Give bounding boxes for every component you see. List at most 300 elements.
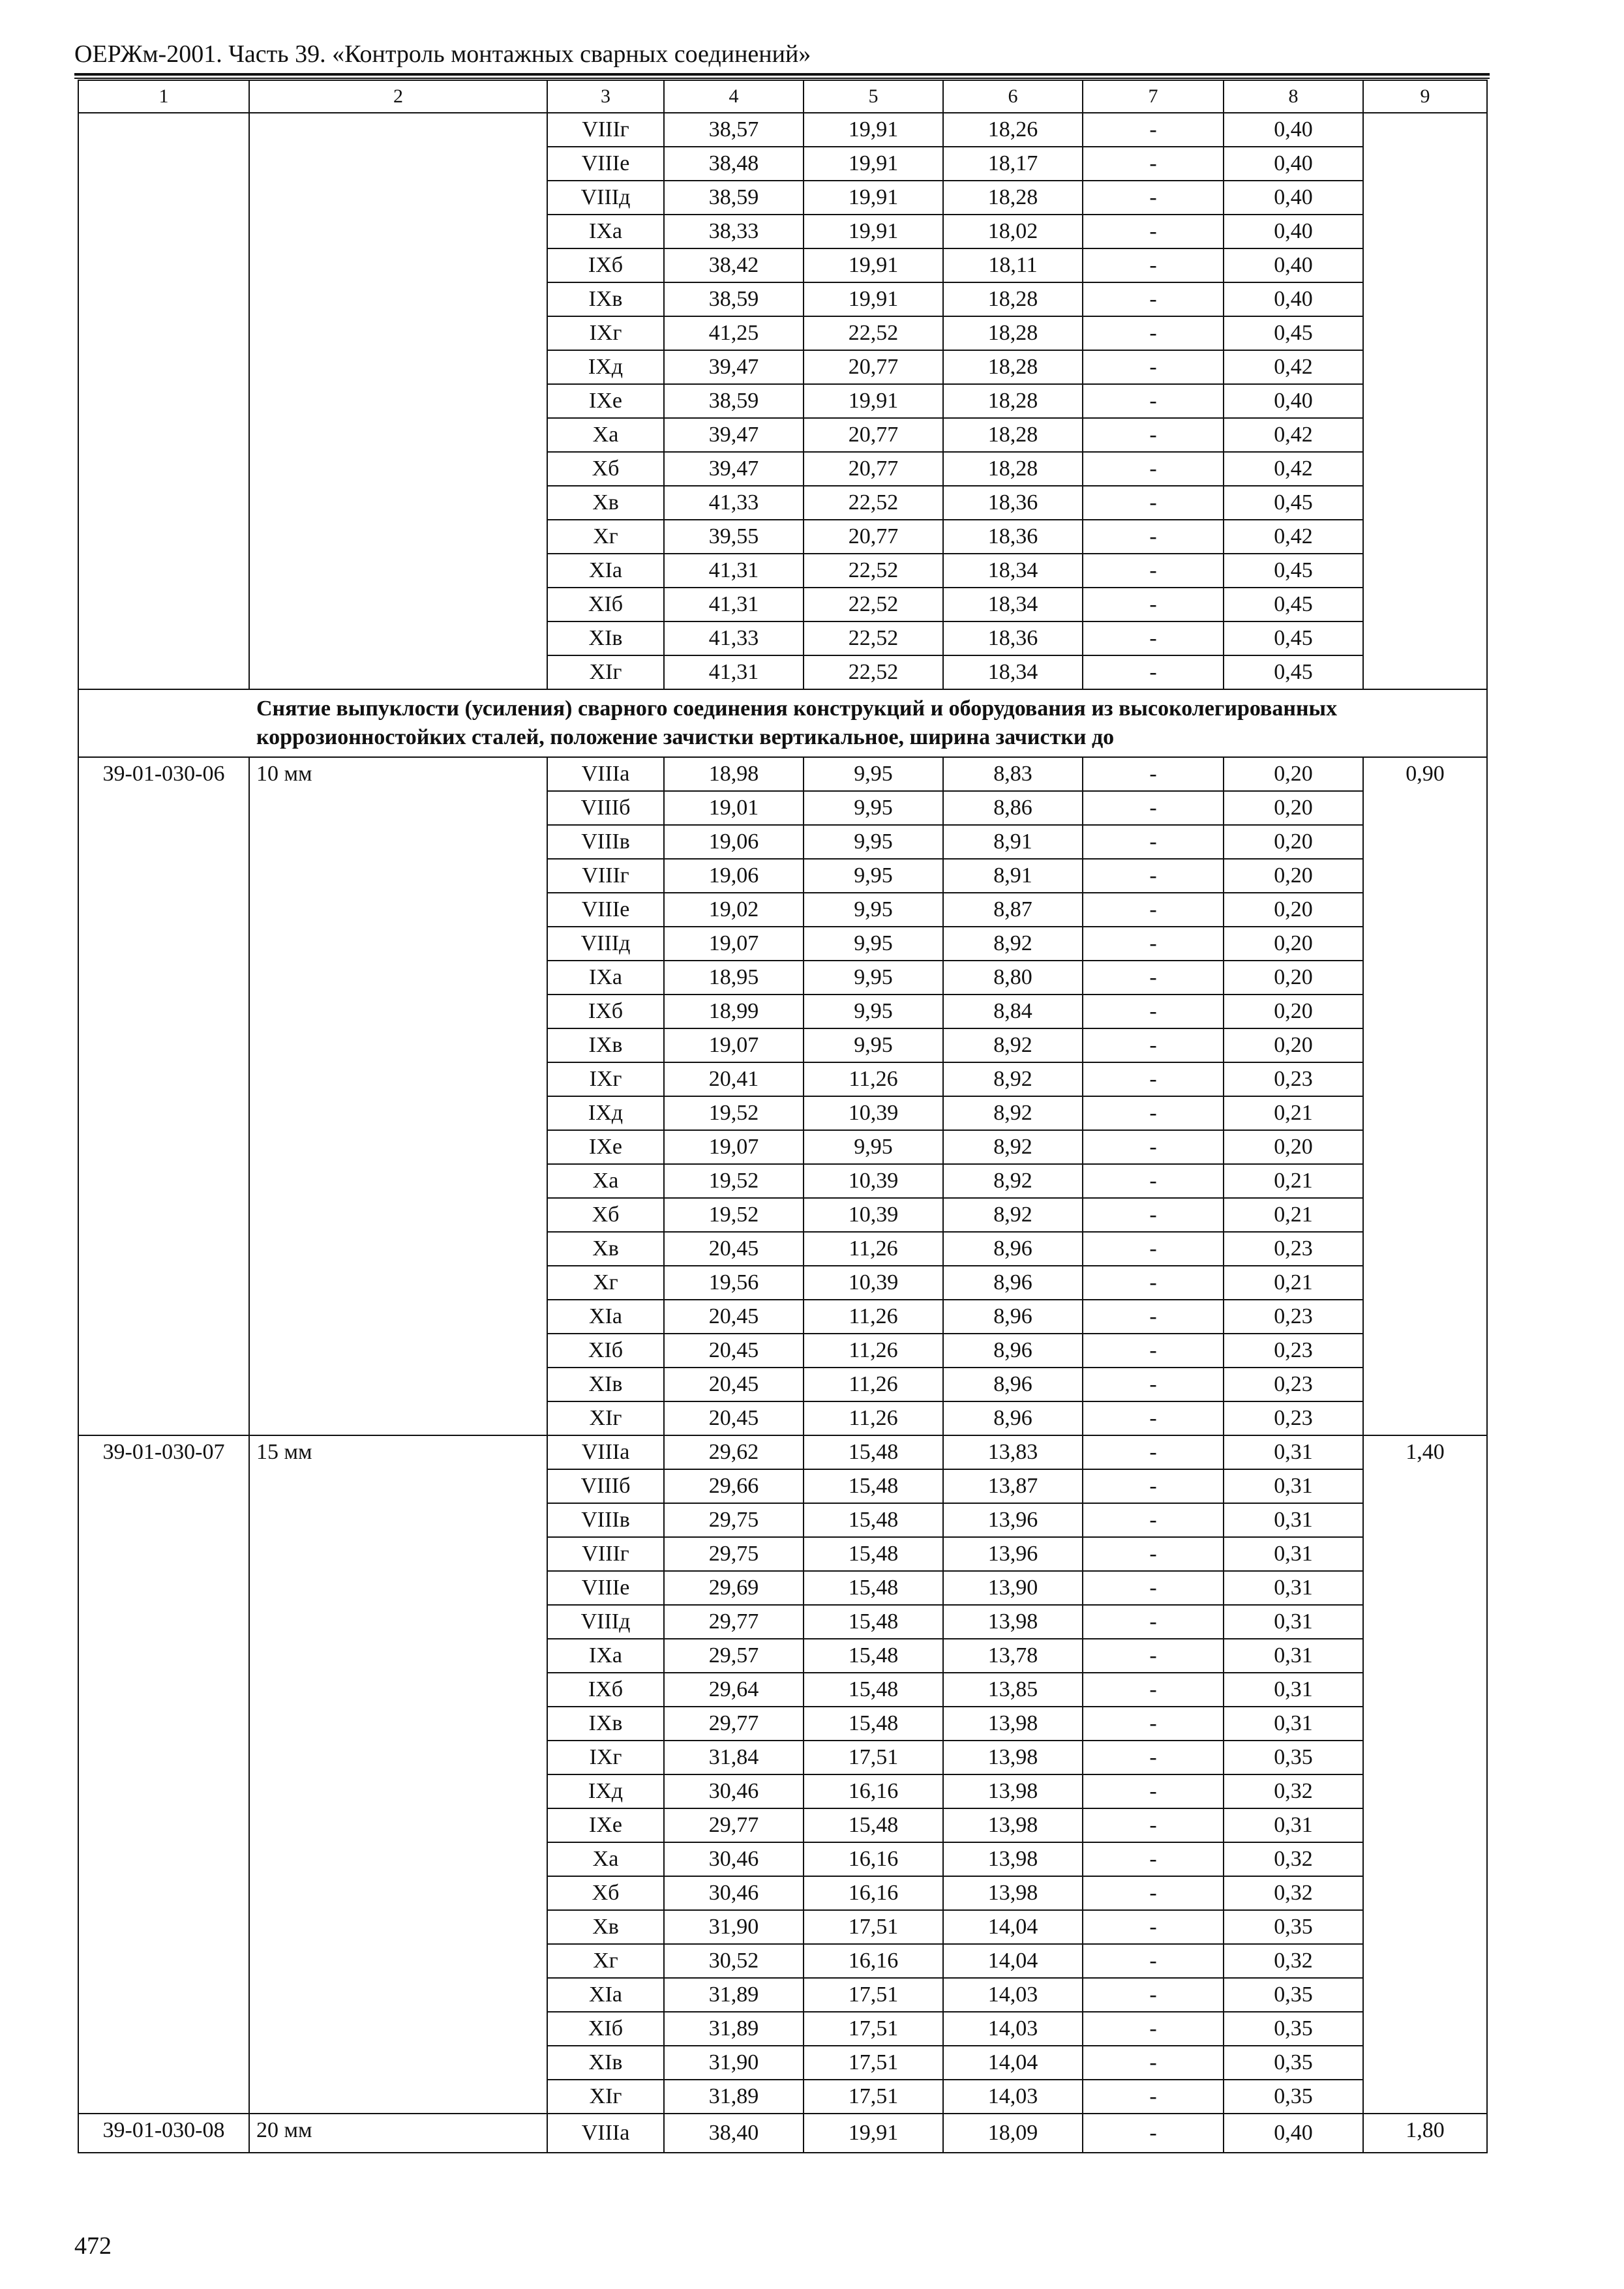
cell-col5: 9,95 — [804, 961, 943, 995]
cell-col7: - — [1083, 1876, 1224, 1910]
cell-col4: 39,47 — [664, 418, 804, 452]
cell-col8: 0,45 — [1224, 554, 1363, 588]
cell-resource-class: XIг — [547, 1401, 664, 1435]
table-row — [78, 2114, 1487, 2153]
cell-resource-class: VIIIд — [547, 1605, 664, 1639]
cell-resource-class: IXб — [547, 1673, 664, 1707]
cell-col5: 19,91 — [804, 248, 943, 282]
cell-col5: 20,77 — [804, 520, 943, 554]
cell-col8: 0,40 — [1224, 282, 1363, 316]
cell-resource-class: VIIIг — [547, 113, 664, 147]
cell-col5: 20,77 — [804, 418, 943, 452]
cell-col8: 0,31 — [1224, 1571, 1363, 1605]
cell-col5: 11,26 — [804, 1300, 943, 1334]
cell-col7: - — [1083, 520, 1224, 554]
cell-col4: 38,57 — [664, 113, 804, 147]
cell-col5: 15,48 — [804, 1503, 943, 1537]
cell-col5: 10,39 — [804, 1266, 943, 1300]
cell-resource-class: XIа — [547, 1300, 664, 1334]
cell-resource-class: IXд — [547, 1096, 664, 1130]
rate-col9: 0,90 — [1363, 757, 1487, 1435]
cell-resource-class: VIIIд — [547, 927, 664, 961]
header-rule-thin — [74, 78, 1490, 79]
cell-resource-class: Xб — [547, 1876, 664, 1910]
cell-col7: - — [1083, 1334, 1224, 1368]
cell-col6: 8,92 — [943, 1164, 1083, 1198]
cell-col7: - — [1083, 181, 1224, 215]
cell-col4: 31,89 — [664, 1978, 804, 2012]
cell-col4: 38,59 — [664, 181, 804, 215]
cell-resource-class: VIIIв — [547, 825, 664, 859]
cell-col6: 18,28 — [943, 350, 1083, 384]
cell-col7: - — [1083, 961, 1224, 995]
cell-col5: 15,48 — [804, 1673, 943, 1707]
cell-col5: 16,16 — [804, 1774, 943, 1808]
cell-col4: 38,33 — [664, 215, 804, 248]
cell-col5: 19,91 — [804, 181, 943, 215]
cell-col7: - — [1083, 1978, 1224, 2012]
cell-col8: 0,31 — [1224, 1435, 1363, 1469]
cell-col8: 0,23 — [1224, 1232, 1363, 1266]
cell-col6: 8,91 — [943, 859, 1083, 893]
cell-col7: - — [1083, 1571, 1224, 1605]
cell-col6: 8,92 — [943, 1130, 1083, 1164]
cell-col8: 0,20 — [1224, 757, 1363, 791]
cell-col7: - — [1083, 418, 1224, 452]
cell-resource-class: VIIIа — [547, 2114, 664, 2153]
cell-col4: 41,25 — [664, 316, 804, 350]
cell-col6: 14,03 — [943, 1978, 1083, 2012]
cell-resource-class: XIб — [547, 1334, 664, 1368]
cell-col6: 14,03 — [943, 2012, 1083, 2046]
cell-col8: 0,32 — [1224, 1944, 1363, 1978]
cell-col6: 18,36 — [943, 621, 1083, 655]
rate-name: 20 мм — [249, 2114, 547, 2153]
cell-col7: - — [1083, 2012, 1224, 2046]
cell-col7: - — [1083, 1096, 1224, 1130]
cell-resource-class: XIв — [547, 2046, 664, 2080]
cell-col4: 19,07 — [664, 1028, 804, 1062]
column-header: 5 — [804, 80, 943, 113]
cell-col5: 10,39 — [804, 1198, 943, 1232]
cell-col7: - — [1083, 588, 1224, 621]
cell-col4: 20,45 — [664, 1232, 804, 1266]
cell-resource-class: IXе — [547, 384, 664, 418]
cell-col4: 31,89 — [664, 2012, 804, 2046]
cell-resource-class: Xв — [547, 1910, 664, 1944]
cell-col7: - — [1083, 248, 1224, 282]
cell-col4: 41,33 — [664, 621, 804, 655]
table-body — [78, 80, 1487, 2153]
cell-resource-class: XIг — [547, 655, 664, 689]
cell-col5: 22,52 — [804, 588, 943, 621]
cell-col5: 20,77 — [804, 350, 943, 384]
cell-col5: 22,52 — [804, 554, 943, 588]
cell-resource-class: Xв — [547, 486, 664, 520]
rate-col9: 1,40 — [1363, 1435, 1487, 2114]
cell-col8: 0,20 — [1224, 859, 1363, 893]
cell-col7: - — [1083, 1774, 1224, 1808]
cell-col5: 11,26 — [804, 1232, 943, 1266]
cell-col8: 0,40 — [1224, 248, 1363, 282]
cell-col8: 0,31 — [1224, 1808, 1363, 1842]
cell-col4: 38,42 — [664, 248, 804, 282]
cell-col5: 9,95 — [804, 1130, 943, 1164]
cell-col4: 38,59 — [664, 282, 804, 316]
cell-col7: - — [1083, 1130, 1224, 1164]
cell-col5: 16,16 — [804, 1944, 943, 1978]
cell-col7: - — [1083, 995, 1224, 1028]
cell-col7: - — [1083, 554, 1224, 588]
cell-col4: 31,90 — [664, 2046, 804, 2080]
cell-col7: - — [1083, 621, 1224, 655]
cell-col5: 22,52 — [804, 655, 943, 689]
cell-col6: 18,34 — [943, 554, 1083, 588]
cell-resource-class: IXб — [547, 995, 664, 1028]
cell-col5: 9,95 — [804, 995, 943, 1028]
cell-col6: 8,96 — [943, 1300, 1083, 1334]
cell-col7: - — [1083, 893, 1224, 927]
cell-col4: 39,47 — [664, 350, 804, 384]
cell-col8: 0,35 — [1224, 2046, 1363, 2080]
cell-col4: 20,45 — [664, 1334, 804, 1368]
cell-col8: 0,40 — [1224, 384, 1363, 418]
cell-col8: 0,20 — [1224, 893, 1363, 927]
cell-resource-class: VIIIе — [547, 1571, 664, 1605]
cell-col8: 0,20 — [1224, 825, 1363, 859]
cell-col7: - — [1083, 927, 1224, 961]
cell-col7: - — [1083, 1164, 1224, 1198]
rates-table — [78, 80, 1488, 2153]
cell-col4: 19,52 — [664, 1164, 804, 1198]
cell-col4: 41,31 — [664, 554, 804, 588]
cell-col7: - — [1083, 1537, 1224, 1571]
cell-col4: 18,99 — [664, 995, 804, 1028]
cell-col4: 19,56 — [664, 1266, 804, 1300]
cell-col7: - — [1083, 1028, 1224, 1062]
cell-col7: - — [1083, 1503, 1224, 1537]
cell-col6: 13,98 — [943, 1741, 1083, 1774]
cell-col6: 18,26 — [943, 113, 1083, 147]
cell-resource-class: IXв — [547, 1707, 664, 1741]
cell-col7: - — [1083, 791, 1224, 825]
cell-resource-class: IXг — [547, 316, 664, 350]
column-header: 6 — [943, 80, 1083, 113]
cell-col6: 18,28 — [943, 384, 1083, 418]
cell-col6: 18,28 — [943, 418, 1083, 452]
cell-col7: - — [1083, 452, 1224, 486]
cell-col6: 8,87 — [943, 893, 1083, 927]
cell-resource-class: Xа — [547, 1842, 664, 1876]
table-header-row — [78, 80, 1487, 113]
cell-resource-class: XIб — [547, 2012, 664, 2046]
cell-col8: 0,32 — [1224, 1774, 1363, 1808]
cell-col5: 9,95 — [804, 757, 943, 791]
cell-col4: 31,90 — [664, 1910, 804, 1944]
cell-col8: 0,35 — [1224, 1741, 1363, 1774]
cell-col7: - — [1083, 1198, 1224, 1232]
cell-resource-class: IXа — [547, 215, 664, 248]
cell-col5: 15,48 — [804, 1639, 943, 1673]
cell-col6: 13,98 — [943, 1605, 1083, 1639]
column-header: 4 — [664, 80, 804, 113]
cell-col6: 8,92 — [943, 1028, 1083, 1062]
table-row — [78, 113, 1487, 147]
cell-col6: 18,28 — [943, 181, 1083, 215]
rate-name: 15 мм — [249, 1435, 547, 2114]
cell-col6: 13,98 — [943, 1808, 1083, 1842]
cell-col5: 11,26 — [804, 1401, 943, 1435]
cell-resource-class: IXд — [547, 350, 664, 384]
cell-resource-class: VIIIе — [547, 147, 664, 181]
cell-resource-class: XIг — [547, 2080, 664, 2114]
cell-resource-class: IXв — [547, 282, 664, 316]
header-rule — [74, 73, 1490, 76]
cell-col8: 0,20 — [1224, 927, 1363, 961]
cell-col4: 20,45 — [664, 1368, 804, 1401]
cell-resource-class: IXд — [547, 1774, 664, 1808]
cell-col8: 0,31 — [1224, 1537, 1363, 1571]
cell-col8: 0,21 — [1224, 1198, 1363, 1232]
cell-col5: 15,48 — [804, 1537, 943, 1571]
cell-col5: 15,48 — [804, 1469, 943, 1503]
cell-col6: 8,86 — [943, 791, 1083, 825]
cell-col4: 18,98 — [664, 757, 804, 791]
cell-col4: 39,55 — [664, 520, 804, 554]
cell-col4: 41,31 — [664, 655, 804, 689]
cell-resource-class: IXа — [547, 961, 664, 995]
cell-col7: - — [1083, 1741, 1224, 1774]
cell-col4: 29,66 — [664, 1469, 804, 1503]
cell-col8: 0,31 — [1224, 1469, 1363, 1503]
cell-resource-class: IXа — [547, 1639, 664, 1673]
cell-col7: - — [1083, 1944, 1224, 1978]
cell-col6: 18,36 — [943, 520, 1083, 554]
cell-col6: 18,17 — [943, 147, 1083, 181]
cell-col6: 8,80 — [943, 961, 1083, 995]
cell-resource-class: XIв — [547, 1368, 664, 1401]
cell-col4: 30,46 — [664, 1876, 804, 1910]
cell-col5: 16,16 — [804, 1842, 943, 1876]
cell-resource-class: VIIIа — [547, 1435, 664, 1469]
rate-code: 39-01-030-06 — [78, 757, 249, 1435]
cell-col8: 0,40 — [1224, 2114, 1363, 2153]
cell-col4: 19,06 — [664, 859, 804, 893]
column-header: 9 — [1363, 80, 1487, 113]
cell-col8: 0,20 — [1224, 1130, 1363, 1164]
cell-col6: 8,92 — [943, 927, 1083, 961]
rate-col9: 1,80 — [1363, 2114, 1487, 2153]
cell-col6: 13,96 — [943, 1503, 1083, 1537]
cell-col5: 15,48 — [804, 1571, 943, 1605]
table-row — [78, 1435, 1487, 1469]
cell-col4: 41,33 — [664, 486, 804, 520]
cell-col7: - — [1083, 1808, 1224, 1842]
cell-resource-class: VIIIв — [547, 1503, 664, 1537]
cell-col6: 8,96 — [943, 1232, 1083, 1266]
cell-col4: 19,07 — [664, 927, 804, 961]
cell-col8: 0,31 — [1224, 1605, 1363, 1639]
cell-col7: - — [1083, 1910, 1224, 1944]
cell-col5: 15,48 — [804, 1707, 943, 1741]
cell-col8: 0,23 — [1224, 1368, 1363, 1401]
cell-col7: - — [1083, 1266, 1224, 1300]
cell-col5: 22,52 — [804, 486, 943, 520]
rate-code: 39-01-030-08 — [78, 2114, 249, 2153]
cell-col6: 13,98 — [943, 1707, 1083, 1741]
cell-col6: 13,87 — [943, 1469, 1083, 1503]
cell-col5: 19,91 — [804, 147, 943, 181]
cell-col4: 19,02 — [664, 893, 804, 927]
cell-col8: 0,31 — [1224, 1707, 1363, 1741]
cell-col5: 11,26 — [804, 1062, 943, 1096]
cell-col7: - — [1083, 282, 1224, 316]
cell-resource-class: XIа — [547, 1978, 664, 2012]
cell-resource-class: Xа — [547, 1164, 664, 1198]
cell-col6: 18,11 — [943, 248, 1083, 282]
cell-col4: 19,52 — [664, 1198, 804, 1232]
cell-col4: 20,41 — [664, 1062, 804, 1096]
cell-col7: - — [1083, 384, 1224, 418]
cell-col5: 19,91 — [804, 113, 943, 147]
cell-col5: 17,51 — [804, 1741, 943, 1774]
cell-col8: 0,45 — [1224, 316, 1363, 350]
cell-col8: 0,42 — [1224, 350, 1363, 384]
section-row — [78, 689, 1487, 757]
cell-col4: 31,84 — [664, 1741, 804, 1774]
cell-col7: - — [1083, 316, 1224, 350]
cell-col8: 0,32 — [1224, 1842, 1363, 1876]
cell-resource-class: VIIIд — [547, 181, 664, 215]
cell-col4: 29,57 — [664, 1639, 804, 1673]
cell-col8: 0,21 — [1224, 1164, 1363, 1198]
cell-col6: 18,02 — [943, 215, 1083, 248]
cell-col7: - — [1083, 757, 1224, 791]
cell-col5: 9,95 — [804, 1028, 943, 1062]
cell-col8: 0,23 — [1224, 1300, 1363, 1334]
cell-col6: 18,28 — [943, 452, 1083, 486]
cell-col5: 10,39 — [804, 1096, 943, 1130]
cell-col4: 41,31 — [664, 588, 804, 621]
cell-resource-class: VIIIб — [547, 1469, 664, 1503]
cell-col5: 22,52 — [804, 316, 943, 350]
cell-col5: 9,95 — [804, 791, 943, 825]
cell-col8: 0,31 — [1224, 1673, 1363, 1707]
cell-col7: - — [1083, 825, 1224, 859]
cell-col6: 14,04 — [943, 1944, 1083, 1978]
cell-col4: 19,06 — [664, 825, 804, 859]
cell-col7: - — [1083, 1469, 1224, 1503]
cell-col7: - — [1083, 215, 1224, 248]
cell-col6: 8,96 — [943, 1368, 1083, 1401]
cell-col8: 0,21 — [1224, 1096, 1363, 1130]
cell-resource-class: XIа — [547, 554, 664, 588]
cell-col5: 11,26 — [804, 1334, 943, 1368]
cell-col6: 8,83 — [943, 757, 1083, 791]
cell-col4: 19,52 — [664, 1096, 804, 1130]
column-header: 1 — [78, 80, 249, 113]
cell-col7: - — [1083, 1435, 1224, 1469]
cell-col8: 0,45 — [1224, 588, 1363, 621]
cell-col5: 19,91 — [804, 282, 943, 316]
section-title: Снятие выпуклости (усиления) сварного соединения конструкций и оборудования из высоколегированных коррозионностойких сталей, положение зачистки вертикальное, ширина зачистки до — [78, 689, 1487, 757]
cell-col7: - — [1083, 1605, 1224, 1639]
cell-col6: 13,98 — [943, 1876, 1083, 1910]
cell-col7: - — [1083, 1401, 1224, 1435]
cell-col8: 0,45 — [1224, 655, 1363, 689]
cell-col4: 38,48 — [664, 147, 804, 181]
cell-col5: 15,48 — [804, 1808, 943, 1842]
cell-col6: 8,84 — [943, 995, 1083, 1028]
cell-resource-class: IXг — [547, 1741, 664, 1774]
cell-col5: 15,48 — [804, 1605, 943, 1639]
cell-col6: 18,09 — [943, 2114, 1083, 2153]
cell-resource-class: Xг — [547, 1266, 664, 1300]
cell-col8: 0,42 — [1224, 520, 1363, 554]
column-header: 2 — [249, 80, 547, 113]
cell-col8: 0,32 — [1224, 1876, 1363, 1910]
cell-col5: 17,51 — [804, 1978, 943, 2012]
cell-col6: 13,96 — [943, 1537, 1083, 1571]
cell-col5: 9,95 — [804, 825, 943, 859]
cell-col7: - — [1083, 1707, 1224, 1741]
cell-col5: 19,91 — [804, 384, 943, 418]
cell-col4: 29,77 — [664, 1707, 804, 1741]
cell-col7: - — [1083, 1639, 1224, 1673]
cell-col6: 18,34 — [943, 588, 1083, 621]
cell-col7: - — [1083, 2046, 1224, 2080]
cell-col5: 9,95 — [804, 927, 943, 961]
cell-col8: 0,40 — [1224, 113, 1363, 147]
cell-col8: 0,20 — [1224, 1028, 1363, 1062]
cell-col7: - — [1083, 1842, 1224, 1876]
cell-resource-class: XIб — [547, 588, 664, 621]
cell-col4: 38,59 — [664, 384, 804, 418]
cell-col8: 0,31 — [1224, 1639, 1363, 1673]
cell-col4: 30,46 — [664, 1774, 804, 1808]
cell-col6: 18,28 — [943, 316, 1083, 350]
cell-col4: 29,64 — [664, 1673, 804, 1707]
cell-col4: 19,07 — [664, 1130, 804, 1164]
cell-col4: 39,47 — [664, 452, 804, 486]
cell-name — [249, 113, 547, 689]
cell-col7: - — [1083, 655, 1224, 689]
cell-col5: 20,77 — [804, 452, 943, 486]
cell-resource-class: Xа — [547, 418, 664, 452]
cell-resource-class: IXе — [547, 1130, 664, 1164]
cell-col8: 0,20 — [1224, 791, 1363, 825]
cell-col4: 29,69 — [664, 1571, 804, 1605]
cell-col4: 30,46 — [664, 1842, 804, 1876]
cell-col6: 14,04 — [943, 1910, 1083, 1944]
cell-col6: 14,04 — [943, 2046, 1083, 2080]
cell-col6: 13,90 — [943, 1571, 1083, 1605]
cell-col8: 0,31 — [1224, 1503, 1363, 1537]
cell-resource-class: VIIIа — [547, 757, 664, 791]
cell-col5: 17,51 — [804, 2046, 943, 2080]
cell-col4: 31,89 — [664, 2080, 804, 2114]
cell-col6: 13,83 — [943, 1435, 1083, 1469]
rate-name: 10 мм — [249, 757, 547, 1435]
cell-col7: - — [1083, 486, 1224, 520]
cell-col5: 9,95 — [804, 859, 943, 893]
cell-resource-class: VIIIг — [547, 859, 664, 893]
cell-col7: - — [1083, 1673, 1224, 1707]
cell-code — [78, 113, 249, 689]
cell-col6: 18,28 — [943, 282, 1083, 316]
cell-resource-class: VIIIе — [547, 893, 664, 927]
column-header: 7 — [1083, 80, 1224, 113]
